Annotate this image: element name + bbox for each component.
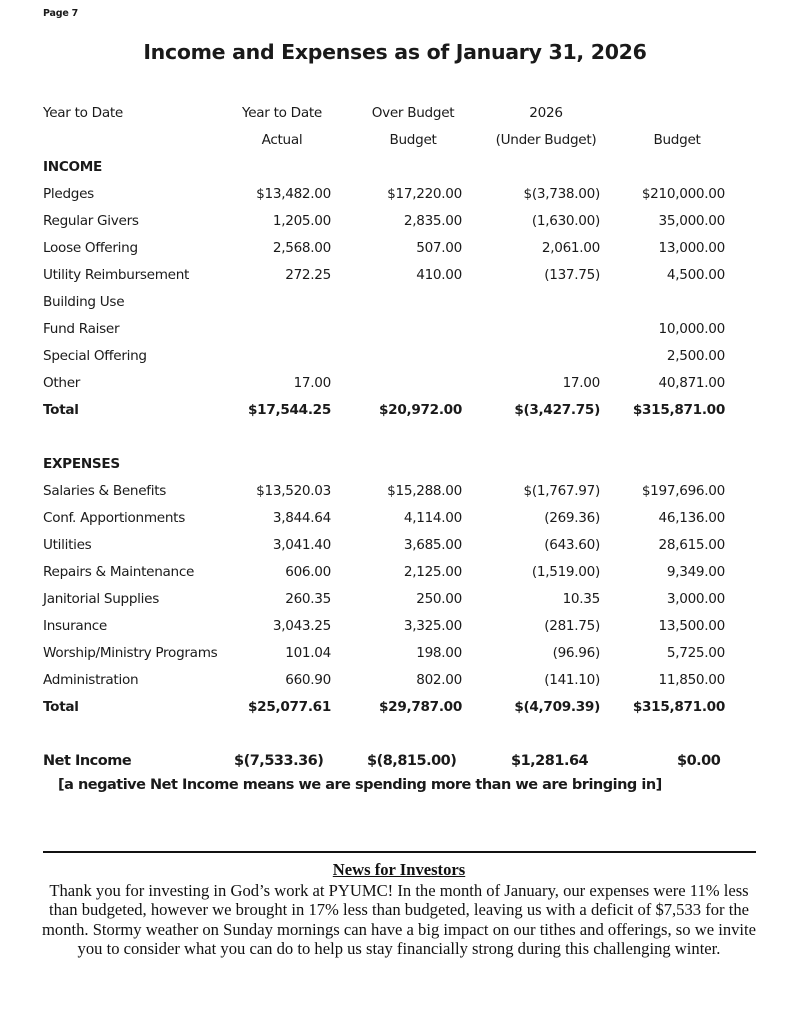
total-ytd-actual: $17,544.25 [248, 402, 331, 418]
total-label: Total [43, 699, 79, 715]
variance: 2,061.00 [541, 240, 600, 256]
table-row [0, 562, 790, 589]
ytd-actual: 101.04 [285, 645, 331, 661]
row-label: Loose Offering [43, 240, 138, 256]
table-header-row-1 [0, 103, 790, 130]
row-label: Regular Givers [43, 213, 139, 229]
ytd-actual: 3,041.40 [272, 537, 331, 553]
ytd-actual: 272.25 [285, 267, 331, 283]
variance: 10.35 [562, 591, 600, 607]
header-col1-line1: Year to Date [242, 105, 322, 121]
row-label: Janitorial Supplies [43, 591, 159, 607]
table-row [0, 481, 790, 508]
table-header-row-2 [0, 130, 790, 157]
variance: (1,519.00) [531, 564, 600, 580]
annual-budget: 10,000.00 [658, 321, 725, 337]
variance: (96.96) [552, 645, 600, 661]
annual-budget: $210,000.00 [641, 186, 725, 202]
total-ytd-budget: $20,972.00 [379, 402, 462, 418]
table-row [0, 616, 790, 643]
net-income-actual: $(7,533.36) [234, 753, 324, 769]
ytd-budget: 2,125.00 [403, 564, 462, 580]
row-label: Building Use [43, 294, 125, 310]
ytd-actual: 1,205.00 [272, 213, 331, 229]
expenses-heading-row [0, 454, 790, 481]
table-row [0, 670, 790, 697]
annual-budget: 35,000.00 [658, 213, 725, 229]
ytd-actual: $13,482.00 [256, 186, 331, 202]
net-income-note: [a negative Net Income means we are spending more than we are bringing in] [58, 777, 662, 793]
row-label: Utilities [43, 537, 92, 553]
variance: 17.00 [562, 375, 600, 391]
variance: $(1,767.97) [523, 483, 600, 499]
table-row [0, 319, 790, 346]
page-label: Page 7 [43, 8, 79, 19]
header-col3-line2: (Under Budget) [495, 132, 597, 148]
variance: (281.75) [544, 618, 600, 634]
income-total-row [0, 400, 790, 427]
ytd-actual: 606.00 [285, 564, 331, 580]
variance: (643.60) [544, 537, 600, 553]
table-row [0, 184, 790, 211]
net-income-budget-ytd: $(8,815.00) [367, 753, 457, 769]
net-income-variance: $1,281.64 [511, 753, 589, 769]
table-row [0, 211, 790, 238]
row-label: Conf. Apportionments [43, 510, 185, 526]
row-label: Insurance [43, 618, 107, 634]
row-label: Utility Reimbursement [43, 267, 190, 283]
ytd-actual: 3,043.25 [272, 618, 331, 634]
total-annual-budget: $315,871.00 [632, 699, 725, 715]
ytd-actual: $13,520.03 [256, 483, 331, 499]
variance: (1,630.00) [531, 213, 600, 229]
table-row [0, 508, 790, 535]
table-row [0, 643, 790, 670]
variance: (141.10) [544, 672, 600, 688]
row-label: Pledges [43, 186, 94, 202]
total-variance: $(3,427.75) [514, 402, 600, 418]
annual-budget: 40,871.00 [658, 375, 725, 391]
header-col1-line2: Actual [261, 132, 303, 148]
annual-budget: 3,000.00 [666, 591, 725, 607]
ytd-budget: 3,685.00 [403, 537, 462, 553]
ytd-budget: 250.00 [416, 591, 462, 607]
ytd-budget: 3,325.00 [403, 618, 462, 634]
row-label: Repairs & Maintenance [43, 564, 195, 580]
row-label: Salaries & Benefits [43, 483, 167, 499]
ytd-actual: 17.00 [293, 375, 331, 391]
total-annual-budget: $315,871.00 [632, 402, 725, 418]
annual-budget: 2,500.00 [666, 348, 725, 364]
row-label: Worship/Ministry Programs [43, 645, 218, 661]
total-ytd-budget: $29,787.00 [379, 699, 462, 715]
annual-budget: 28,615.00 [658, 537, 725, 553]
variance: (269.36) [544, 510, 600, 526]
ytd-budget: $15,288.00 [387, 483, 462, 499]
header-col4-line2: Budget [653, 132, 701, 148]
row-label: Fund Raiser [43, 321, 120, 337]
total-label: Total [43, 402, 79, 418]
ytd-budget: 507.00 [416, 240, 462, 256]
annual-budget: 11,850.00 [658, 672, 725, 688]
header-col2-line2: Budget [389, 132, 437, 148]
annual-budget: 13,500.00 [658, 618, 725, 634]
header-label: Year to Date [43, 105, 123, 121]
annual-budget: 13,000.00 [658, 240, 725, 256]
annual-budget: 4,500.00 [666, 267, 725, 283]
ytd-actual: 260.35 [285, 591, 331, 607]
annual-budget: $197,696.00 [641, 483, 725, 499]
header-col2-line1: Over Budget [371, 105, 455, 121]
variance: $(3,738.00) [523, 186, 600, 202]
news-body: Thank you for investing in God’s work at PYUMC! In the month of January, our expenses were 11% less than budgeted, however we brought in 17% less than budgeted, leaving us with a deficit of $7,533 for the month. Stormy weather on Sunday mornings can have a big impact on our tithes and offerings, so we invite you to consider what you can do to help us stay financially strong during this challenging winter. [41, 880, 756, 959]
annual-budget: 5,725.00 [666, 645, 725, 661]
table-row [0, 373, 790, 400]
net-income-annual-budget: $0.00 [677, 753, 721, 769]
ytd-actual: 3,844.64 [272, 510, 331, 526]
variance: (137.75) [544, 267, 600, 283]
ytd-budget: 802.00 [416, 672, 462, 688]
ytd-budget: 198.00 [416, 645, 462, 661]
table-row [0, 346, 790, 373]
ytd-budget: $17,220.00 [387, 186, 462, 202]
ytd-budget: 410.00 [416, 267, 462, 283]
header-col3-line1: 2026 [529, 105, 563, 121]
total-variance: $(4,709.39) [514, 699, 600, 715]
ytd-budget: 4,114.00 [403, 510, 462, 526]
table-row [0, 238, 790, 265]
divider [43, 851, 756, 853]
annual-budget: 46,136.00 [658, 510, 725, 526]
expenses-heading: EXPENSES [43, 456, 120, 472]
row-label: Administration [43, 672, 139, 688]
row-label: Other [43, 375, 81, 391]
net-income-label: Net Income [43, 753, 132, 769]
table-row [0, 292, 790, 319]
income-heading-row [0, 157, 790, 184]
page-title: Income and Expenses as of January 31, 2026 [143, 40, 647, 64]
table-row [0, 589, 790, 616]
income-heading: INCOME [43, 159, 102, 175]
ytd-actual: 660.90 [285, 672, 331, 688]
table-row [0, 535, 790, 562]
expenses-total-row [0, 697, 790, 724]
row-label: Special Offering [43, 348, 147, 364]
total-ytd-actual: $25,077.61 [248, 699, 331, 715]
news-section [40, 860, 758, 959]
annual-budget: 9,349.00 [666, 564, 725, 580]
ytd-actual: 2,568.00 [272, 240, 331, 256]
ytd-budget: 2,835.00 [403, 213, 462, 229]
news-title: News for Investors [332, 860, 466, 879]
table-row [0, 265, 790, 292]
